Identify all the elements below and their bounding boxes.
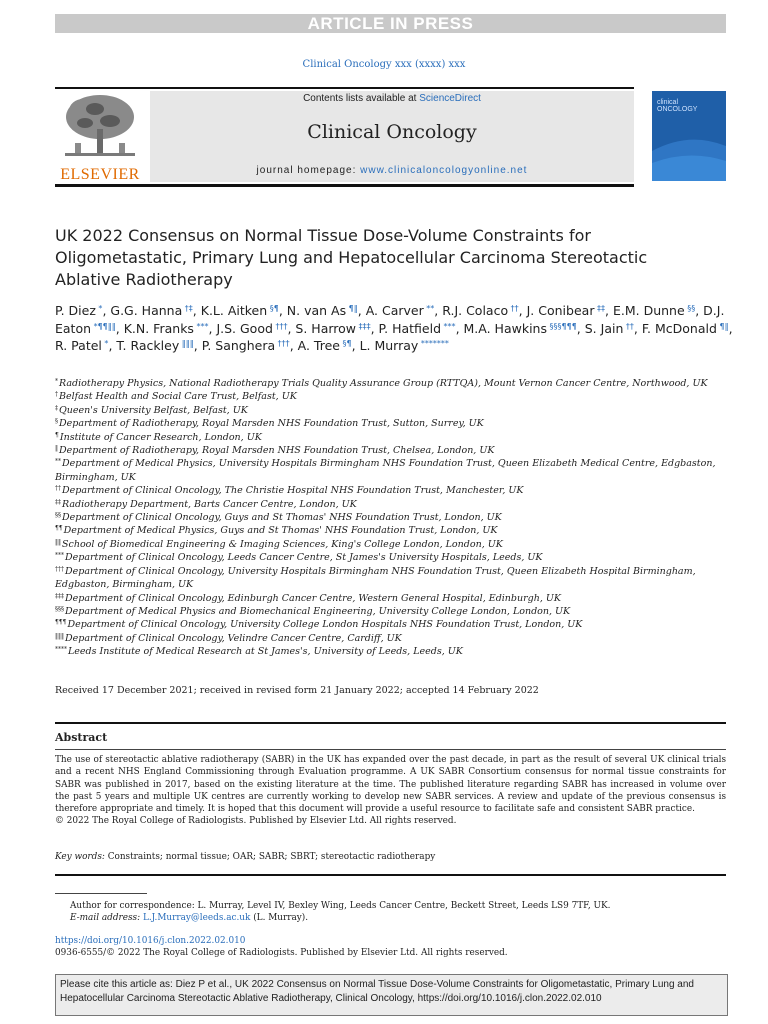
cover-title-line2: ONCOLOGY: [657, 106, 698, 113]
author-affiliation-mark[interactable]: ¶‖: [716, 321, 729, 331]
affiliation-item: [55, 618, 735, 631]
cover-title-line1: clinical: [657, 99, 679, 106]
affiliation-item: [55, 404, 735, 417]
author-affiliation-mark[interactable]: ***: [193, 321, 209, 331]
affiliation-mark: ‖‖‖: [55, 632, 64, 640]
affiliation-text: Belfast Health and Social Care Trust, Belfast, UK: [59, 391, 297, 403]
affiliation-mark: ****: [55, 646, 67, 654]
email-label: E-mail address:: [70, 913, 141, 923]
affiliation-item: [55, 444, 735, 457]
journal-cover-thumbnail[interactable]: [652, 91, 726, 181]
issn-copyright: 0936-6555/© 2022 The Royal College of Radiologists. Published by Elsevier Ltd. All rights reserved.: [55, 948, 508, 958]
keywords-label: Key words:: [55, 852, 105, 862]
affiliation-mark: †††: [55, 565, 64, 573]
affiliation-text: Radiotherapy Department, Barts Cancer Centre, London, UK: [62, 498, 357, 510]
affiliation-text: Department of Medical Physics and Biomechanical Engineering, University College London, London, UK: [65, 605, 571, 617]
affiliation-item: [55, 511, 735, 524]
affiliation-text: Department of Clinical Oncology, University College London Hospitals NHS Foundation Trust, London, UK: [67, 619, 583, 631]
affiliation-text: School of Biomedical Engineering & Imaging Sciences, King's College London, London, UK: [62, 538, 503, 550]
affiliation-item: [55, 565, 735, 592]
contents-lists-line: [150, 93, 634, 104]
cover-title: [657, 99, 697, 113]
author-name[interactable]: J.S. Good: [216, 320, 273, 336]
author-list: P. Diez *, G.G. Hanna †‡, K.L. Aitken §¶, N. van As ¶‖, A. Carver **, R.J. Colaco ††, J. Conibear ‡‡, E.M. Dunne §§, D.J. Eaton *¶¶‖‖, K.N. Franks ***, J.S. Good †††, S. Harrow ‡‡‡, P. Hatfield ***, M.A. Hawkins §§§¶¶¶, S. Jain ††, F. McDonald ¶‖, R. Patel *, T. Rackley ‖‖‖, P. Sanghera †††, A. Tree §¶, L. Murray *******: [55, 303, 733, 353]
affiliation-text: Leeds Institute of Medical Research at St James's, University of Leeds, Leeds, UK: [68, 646, 463, 658]
correspondence-text: Author for correspondence: L. Murray, Level IV, Bexley Wing, Leeds Cancer Centre, Beckett Street, Leeds LS9 7TF, UK.: [70, 901, 611, 911]
author-name[interactable]: A. Carver: [365, 303, 424, 318]
affiliation-item: [55, 377, 735, 390]
affiliation-item: [55, 431, 735, 444]
author-affiliation-mark[interactable]: *: [95, 304, 103, 313]
correspondence-footnote: [70, 900, 730, 924]
author-name[interactable]: J. Conibear: [526, 303, 595, 318]
received-dates: Received 17 December 2021; received in revised form 21 January 2022; accepted 14 February 2022: [55, 685, 539, 696]
keywords-bottom-rule: [55, 874, 726, 876]
author-affiliation-mark[interactable]: §¶: [267, 304, 279, 313]
email-suffix: (L. Murray).: [250, 913, 309, 923]
abstract-body: [55, 754, 726, 828]
elsevier-wordmark: ELSEVIER: [60, 166, 140, 183]
affiliation-text: Department of Clinical Oncology, Edinburgh Cancer Centre, Western General Hospital, Edinburgh, UK: [65, 592, 562, 604]
affiliation-text: Department of Radiotherapy, Royal Marsden NHS Foundation Trust, Chelsea, London, UK: [59, 445, 495, 457]
abstract-copyright: © 2022 The Royal College of Radiologists. Published by Elsevier Ltd. All rights reserved.: [55, 816, 457, 827]
affiliation-mark: ***: [55, 552, 64, 560]
journal-name: Clinical Oncology: [307, 121, 477, 143]
contents-prefix: Contents lists available at: [303, 93, 420, 104]
affiliation-text: Department of Clinical Oncology, Guys and St Thomas' NHS Foundation Trust, London, UK: [62, 512, 502, 524]
author-affiliation-mark[interactable]: §¶: [339, 339, 352, 348]
affiliation-mark: ¶: [55, 431, 59, 439]
abstract-top-rule: [55, 722, 726, 724]
affiliation-item: [55, 498, 735, 511]
affiliation-text: Department of Clinical Oncology, University Hospitals Birmingham NHS Foundation Trust, Queen Elizabeth Hospital Birmingham, Edgbaston, Birmingham, UK: [55, 565, 696, 591]
author-name[interactable]: K.L. Aitken: [200, 303, 268, 318]
affiliation-text: Institute of Cancer Research, London, UK: [59, 431, 262, 443]
affiliation-text: Department of Clinical Oncology, Velindre Cancer Centre, Cardiff, UK: [65, 632, 402, 644]
author-name[interactable]: S. Jain: [584, 320, 624, 336]
affiliation-item: [55, 390, 735, 403]
affiliation-text: Department of Medical Physics, University Hospitals Birmingham NHS Foundation Trust, Queen Elizabeth Medical Centre, Edgbaston, Birmingham, UK: [55, 458, 716, 483]
author-affiliation-mark[interactable]: ¶‖: [346, 304, 358, 313]
elsevier-logo[interactable]: [55, 91, 145, 183]
author-name[interactable]: G.G. Hanna: [110, 303, 183, 318]
author-name[interactable]: S. Harrow: [295, 320, 357, 336]
author-affiliation-mark[interactable]: ‖‖‖: [179, 339, 194, 348]
homepage-prefix: journal homepage:: [256, 165, 361, 176]
affiliation-item: [55, 592, 735, 605]
email-line: [70, 912, 730, 924]
author-name[interactable]: M.A. Hawkins: [463, 320, 547, 336]
author-name[interactable]: R. Patel: [55, 338, 102, 353]
author-name[interactable]: K.N. Franks: [123, 320, 194, 336]
author-affiliation-mark[interactable]: ††: [508, 304, 519, 313]
sciencedirect-link[interactable]: ScienceDirect: [419, 93, 481, 104]
affiliation-mark: ‖‖: [55, 538, 61, 546]
author-name[interactable]: P. Sanghera: [201, 338, 276, 353]
author-name[interactable]: F. McDonald: [641, 320, 717, 336]
affiliation-mark: **: [55, 458, 61, 466]
journal-homepage-link[interactable]: www.clinicaloncologyonline.net: [360, 165, 528, 176]
journal-header-panel: [150, 91, 634, 182]
affiliation-text: Department of Clinical Oncology, The Christie Hospital NHS Foundation Trust, Manchester, UK: [62, 485, 524, 497]
author-affiliation-mark[interactable]: †††: [272, 321, 288, 331]
affiliation-mark: ‡: [55, 404, 58, 412]
author-affiliation-mark[interactable]: †††: [275, 339, 290, 348]
affiliation-item: [55, 524, 735, 537]
affiliation-item: [55, 632, 735, 645]
affiliation-item: [55, 417, 735, 430]
affiliation-text: Department of Radiotherapy, Royal Marsden NHS Foundation Trust, Sutton, Surrey, UK: [59, 418, 484, 430]
abstract-heading-rule: [55, 749, 726, 750]
author-name[interactable]: L. Murray: [359, 338, 419, 353]
author-affiliation-mark[interactable]: *******: [418, 339, 449, 348]
citation-box: Please cite this article as: Diez P et al., UK 2022 Consensus on Normal Tissue Dose-Volume Constraints for Oligometastatic, Primary Lung and Hepatocellular Carcinoma Stereotactic Ablative Radiotherapy, Clinical Oncology, https://doi.org/10.1016/j.clon.2022.02.010: [55, 974, 728, 1016]
affiliation-item: [55, 484, 735, 497]
journal-homepage-line: [150, 165, 634, 176]
author-affiliation-mark[interactable]: *¶¶‖‖: [91, 321, 116, 331]
author-name[interactable]: N. van As: [286, 303, 347, 318]
author-affiliation-mark[interactable]: ††: [623, 321, 634, 331]
affiliation-text: Department of Medical Physics, Guys and St Thomas' NHS Foundation Trust, London, UK: [63, 525, 498, 537]
author-name[interactable]: R.J. Colaco: [442, 303, 509, 318]
affiliation-mark: §§: [55, 512, 61, 520]
affiliation-mark: ‖: [55, 445, 58, 453]
author-name[interactable]: P. Hatfield: [378, 320, 442, 336]
author-affiliation-mark[interactable]: ‡‡: [594, 304, 606, 313]
elsevier-tree-icon: [55, 91, 145, 165]
affiliation-item: [55, 551, 735, 564]
affiliation-text: Department of Clinical Oncology, Leeds Cancer Centre, St James's University Hospitals, Leeds, UK: [65, 552, 543, 564]
affiliation-mark: §: [55, 418, 58, 426]
keywords-line: [55, 852, 726, 862]
affiliation-mark: ¶¶¶: [55, 619, 67, 627]
author-name[interactable]: P. Diez: [55, 303, 96, 318]
author-name[interactable]: T. Rackley: [116, 338, 180, 353]
journal-reference-link[interactable]: Clinical Oncology xxx (xxxx) xxx: [302, 59, 466, 70]
article-title: UK 2022 Consensus on Normal Tissue Dose-Volume Constraints for Oligometastatic, Primary Lung and Hepatocellular Carcinoma Stereotactic Ablative Radiotherapy: [55, 226, 648, 289]
author-affiliation-mark[interactable]: ***: [441, 321, 456, 331]
affiliation-text: Radiotherapy Physics, National Radiotherapy Trials Quality Assurance Group (RTTQA), Mount Vernon Cancer Centre, Northwood, UK: [59, 378, 708, 389]
affiliation-item: [55, 645, 735, 658]
header-top-rule: [55, 87, 634, 89]
affiliation-mark: ††: [55, 485, 61, 493]
article-in-press-banner: ARTICLE IN PRESS: [55, 14, 726, 33]
affiliation-list: [55, 377, 735, 659]
author-name[interactable]: A. Tree: [297, 338, 340, 353]
author-affiliation-mark[interactable]: §§§¶¶¶: [546, 321, 577, 331]
author-affiliation-mark[interactable]: †‡: [182, 304, 193, 313]
doi-link[interactable]: https://doi.org/10.1016/j.clon.2022.02.010: [55, 936, 246, 946]
affiliation-item: [55, 457, 735, 484]
affiliation-mark: ‡‡: [55, 498, 61, 506]
affiliation-mark: *: [55, 378, 58, 385]
author-name[interactable]: E.M. Dunne: [612, 303, 685, 318]
affiliation-mark: ‡‡‡: [55, 592, 64, 600]
affiliation-mark: †: [55, 391, 58, 399]
footnote-rule: [55, 893, 147, 894]
author-name[interactable]: D.J. Eaton: [55, 303, 725, 336]
affiliation-item: [55, 538, 735, 551]
email-link[interactable]: L.J.Murray@leeds.ac.uk: [142, 913, 251, 923]
affiliation-text: Queen's University Belfast, Belfast, UK: [59, 404, 248, 416]
author-affiliation-mark[interactable]: §§: [684, 304, 696, 313]
author-affiliation-mark[interactable]: ‡‡‡: [356, 321, 371, 331]
affiliation-mark: ¶¶: [55, 525, 63, 533]
affiliation-item: [55, 605, 735, 618]
abstract-text: The use of stereotactic ablative radiotherapy (SABR) in the UK has expanded over the past decade, in part as the result of several UK clinical trials and a recent NHS England Commissioning through Evaluation programme. A UK SABR Consortium consensus for normal tissue constraints for SABR was published in 2017, based on the existing literature at the time. The published literature regarding SABR has increased in volume over the past 5 years and multiple UK centres are currently working to develop new SABR services. A review and update of the previous consensus is therefore appropriate and timely. It is hoped that this document will provide a useful resource to facilitate safe and consistent SABR practice.: [55, 755, 726, 815]
author-affiliation-mark[interactable]: *: [101, 339, 109, 348]
affiliation-mark: §§§: [55, 605, 64, 613]
header-bottom-rule: [55, 184, 634, 187]
abstract-heading: Abstract: [55, 731, 108, 744]
keywords-text: Constraints; normal tissue; OAR; SABR; SBRT; stereotactic radiotherapy: [104, 852, 436, 862]
author-affiliation-mark[interactable]: **: [423, 304, 435, 313]
